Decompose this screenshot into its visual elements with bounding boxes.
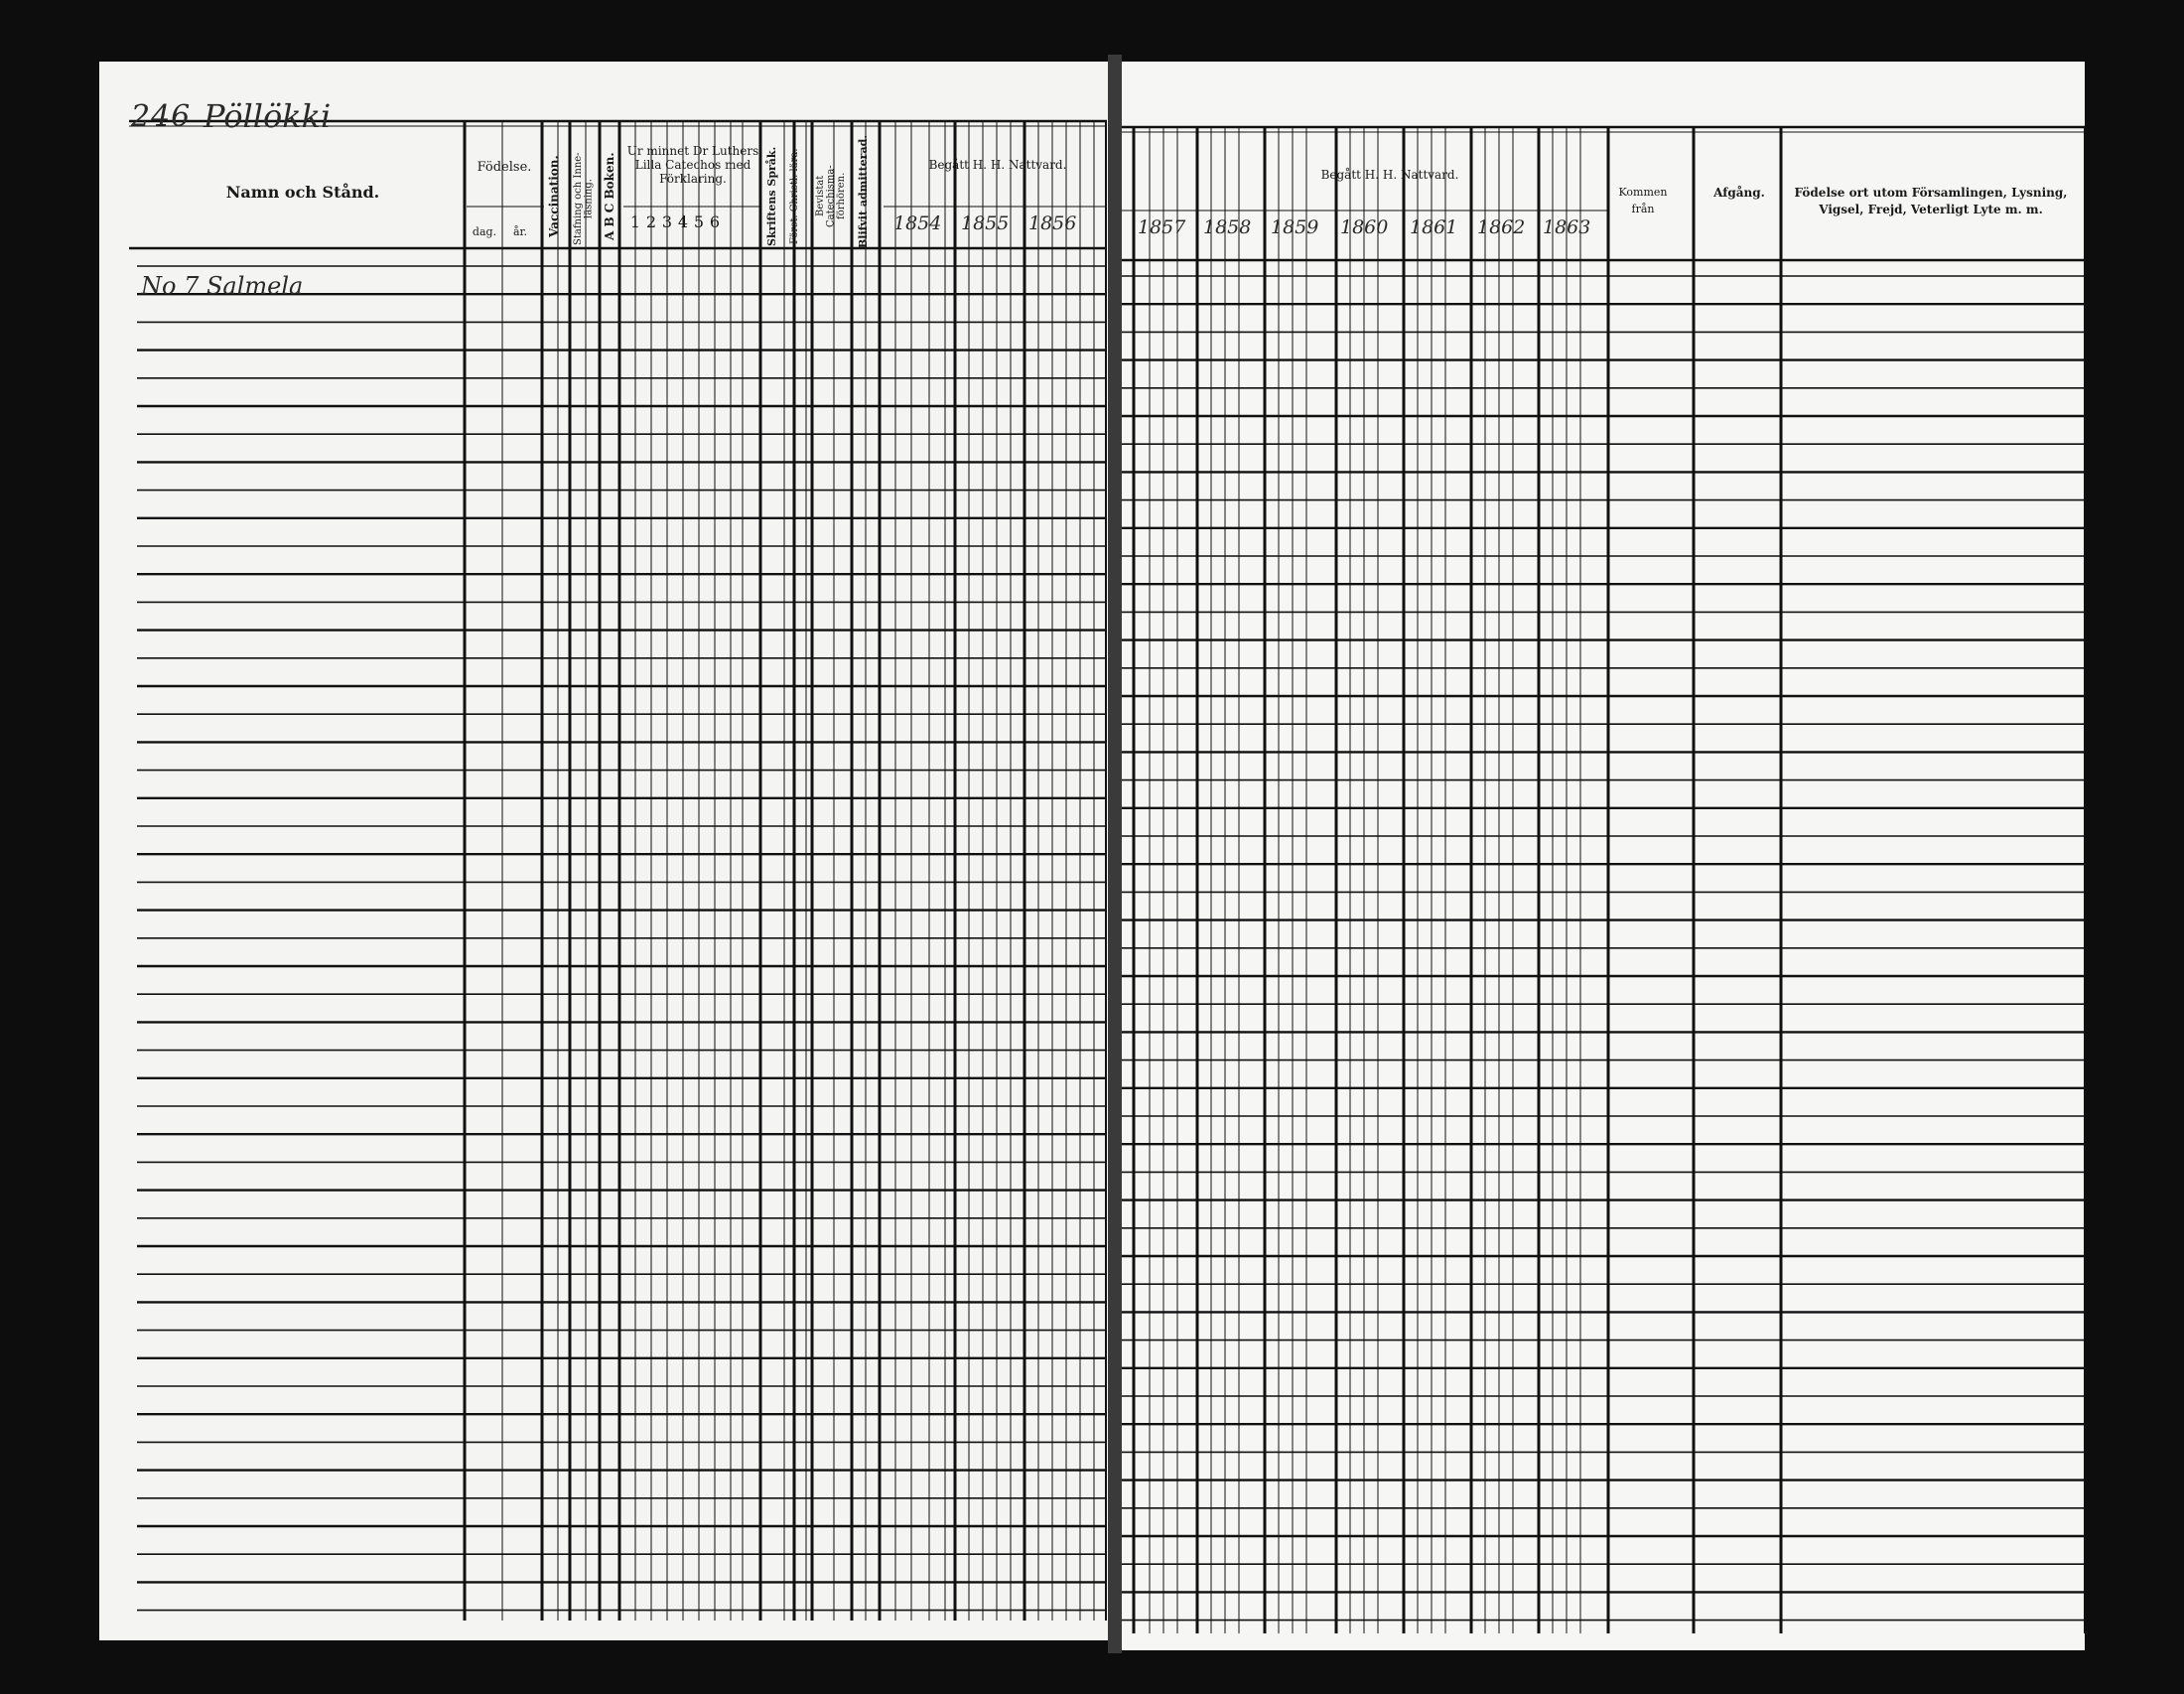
col-communion-header-left: Begått H. H. Nattvard. [928,158,1067,172]
col-doctrine-header: Först. Christl. lära. [789,148,800,244]
col-departed-header: Afgång. [1713,186,1765,200]
col-vaccination-header: Vaccination. [547,155,561,237]
page-number: 246 [131,99,192,134]
col-admitted-header: Blifvit admitterad. [857,134,870,248]
catechism-number-5: 5 [693,212,705,231]
catechism-number-3: 3 [661,212,673,231]
right-year-1858: 1858 [1203,216,1252,238]
col-notes-header: Födelse ort utom Församlingen, Lysning, Vigsel, Frejd, Veterligt Lyte m. m. [1794,186,2068,217]
left-year-1856: 1856 [1028,212,1077,234]
left-year-1855: 1855 [961,212,1010,234]
right-year-1859: 1859 [1271,216,1319,238]
right-year-1862: 1862 [1477,216,1526,238]
right-year-1860: 1860 [1340,216,1389,238]
catechism-number-6: 6 [709,212,721,231]
left-year-1854: 1854 [893,212,942,234]
col-catechism-header: Ur minnet Dr Luthers Lilla Catechos med Förklaring. [626,144,759,186]
catechism-number-1: 1 [629,212,641,231]
col-reading-header: Stafning och Inne-läsning. [573,152,595,245]
village-name: Pöllökki [204,97,332,135]
col-scripture-header: Skriftens Språk. [765,146,778,246]
right-year-1863: 1863 [1543,216,1591,238]
col-birth-header: Födelse. [477,160,532,175]
first-entry: No 7 Salmela [141,272,304,300]
col-birth-day: dag. [472,225,497,238]
right-year-1857: 1857 [1138,216,1186,238]
col-birth-year: år. [512,225,528,238]
col-name-header: Namn och Stånd. [225,183,380,202]
col-exam-header: Bevistat Catechisma-förhören. [815,165,847,227]
catechism-number-4: 4 [677,212,689,231]
right-year-1861: 1861 [1410,216,1458,238]
col-communion-header-right: Begått H. H. Nattvard. [1320,168,1459,182]
catechism-number-2: 2 [645,212,657,231]
col-abc-header: A B C Boken. [603,152,616,240]
col-arrived-header: Kommen från [1618,186,1668,215]
